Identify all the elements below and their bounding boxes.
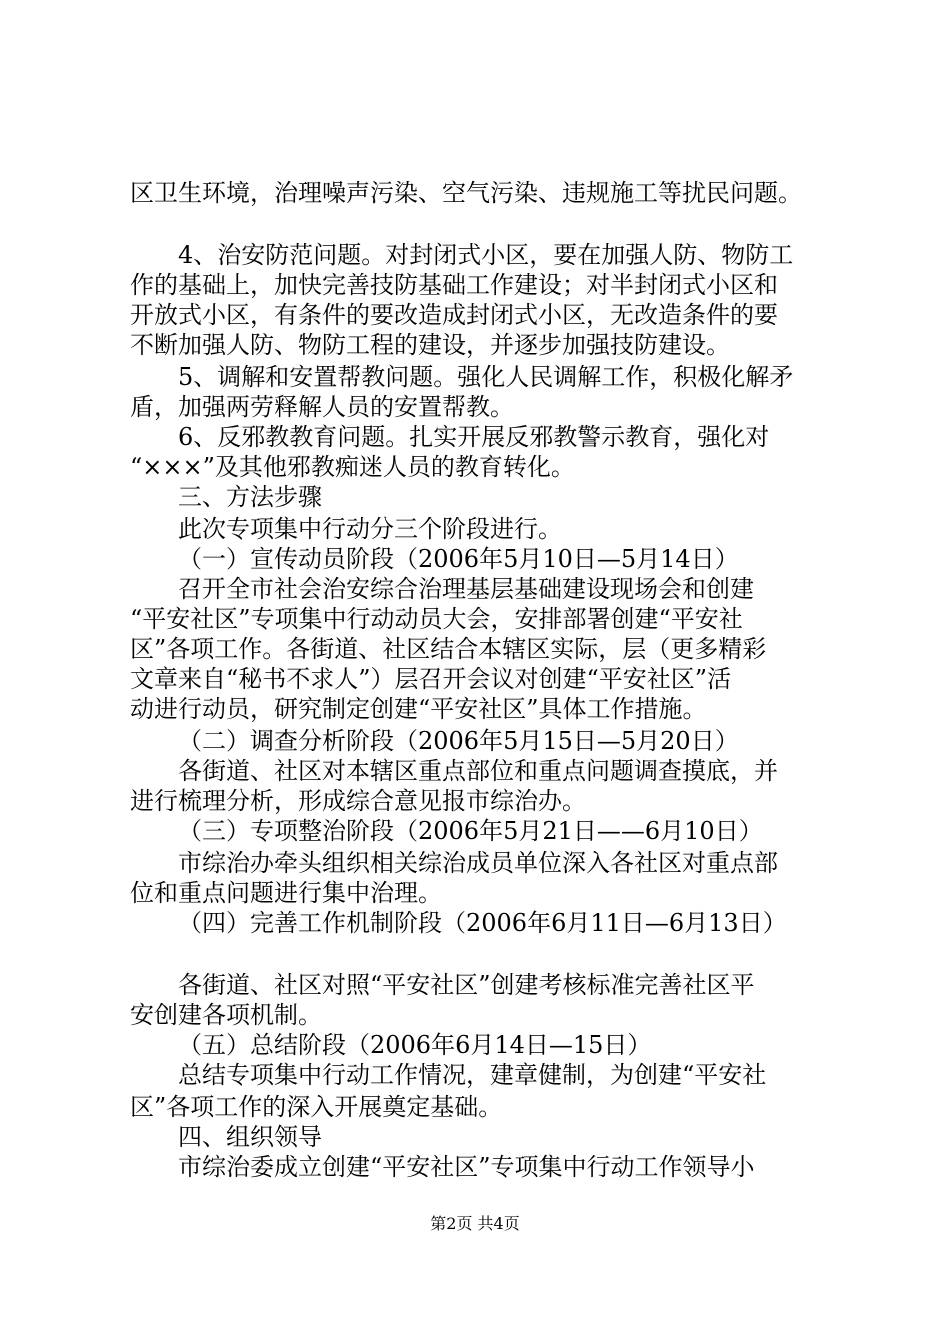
section-heading: 四、组织领导 bbox=[178, 1123, 322, 1151]
subsection-heading: （二）调查分析阶段（2006年5月15日—5月20日） bbox=[178, 727, 739, 755]
subsection-heading: （五）总结阶段（2006年6月14日—15日） bbox=[178, 1031, 652, 1059]
text-line: 总结专项集中行动工作情况，建章健制，为创建“平安社 bbox=[178, 1061, 767, 1089]
text-line: 文章来自“秘书不求人”）层召开会议对创建“平安社区”活 bbox=[130, 665, 732, 693]
text-line: 区”各项工作。各街道、社区结合本辖区实际，层（更多精彩 bbox=[130, 635, 767, 663]
text-line: 区”各项工作的深入开展奠定基础。 bbox=[130, 1093, 503, 1121]
text-line: “×××”及其他邪教痴迷人员的教育转化。 bbox=[130, 453, 575, 481]
text-line: 市综治委成立创建“平安社区”专项集中行动工作领导小 bbox=[178, 1153, 755, 1181]
subsection-heading: （四）完善工作机制阶段（2006年6月11日—6月13日） bbox=[178, 909, 787, 937]
text-line: 4、治安防范问题。对封闭式小区，要在加强人防、物防工 bbox=[178, 241, 794, 269]
text-line: 位和重点问题进行集中治理。 bbox=[130, 879, 442, 907]
text-line: 各街道、社区对照“平安社区”创建考核标准完善社区平 bbox=[178, 971, 755, 999]
text-line: 开放式小区，有条件的要改造成封闭式小区，无改造条件的要 bbox=[130, 301, 778, 329]
text-line: 召开全市社会治安综合治理基层基础建设现场会和创建 bbox=[178, 575, 754, 603]
text-line: 不断加强人防、物防工程的建设，并逐步加强技防建设。 bbox=[130, 331, 730, 359]
text-line: 动进行动员，研究制定创建“平安社区”具体工作措施。 bbox=[130, 695, 707, 723]
text-line: 6、反邪教教育问题。扎实开展反邪教警示教育，强化对 bbox=[178, 423, 770, 451]
text-line: 区卫生环境，治理噪声污染、空气污染、违规施工等扰民问题。 bbox=[130, 179, 802, 207]
text-line: 安创建各项机制。 bbox=[130, 1001, 322, 1029]
text-line: 此次专项集中行动分三个阶段进行。 bbox=[178, 515, 562, 543]
text-line: “平安社区”专项集中行动动员大会，安排部署创建“平安社 bbox=[130, 605, 743, 633]
text-line: 市综治办牵头组织相关综治成员单位深入各社区对重点部 bbox=[178, 849, 778, 877]
section-heading: 三、方法步骤 bbox=[178, 483, 322, 511]
text-line: 盾，加强两劳释解人员的安置帮教。 bbox=[130, 393, 514, 421]
page-footer: 第2页 共4页 bbox=[430, 1214, 520, 1233]
text-line: 作的基础上，加快完善技防基础工作建设；对半封闭式小区和 bbox=[130, 271, 778, 299]
text-line: 5、调解和安置帮教问题。强化人民调解工作，积极化解矛 bbox=[178, 363, 794, 391]
subsection-heading: （一）宣传动员阶段（2006年5月10日—5月14日） bbox=[178, 545, 739, 573]
text-line: 各街道、社区对本辖区重点部位和重点问题调查摸底，并 bbox=[178, 757, 778, 785]
text-line: 进行梳理分析，形成综合意见报市综治办。 bbox=[130, 787, 586, 815]
subsection-heading: （三）专项整治阶段（2006年5月21日——6月10日） bbox=[178, 817, 763, 845]
